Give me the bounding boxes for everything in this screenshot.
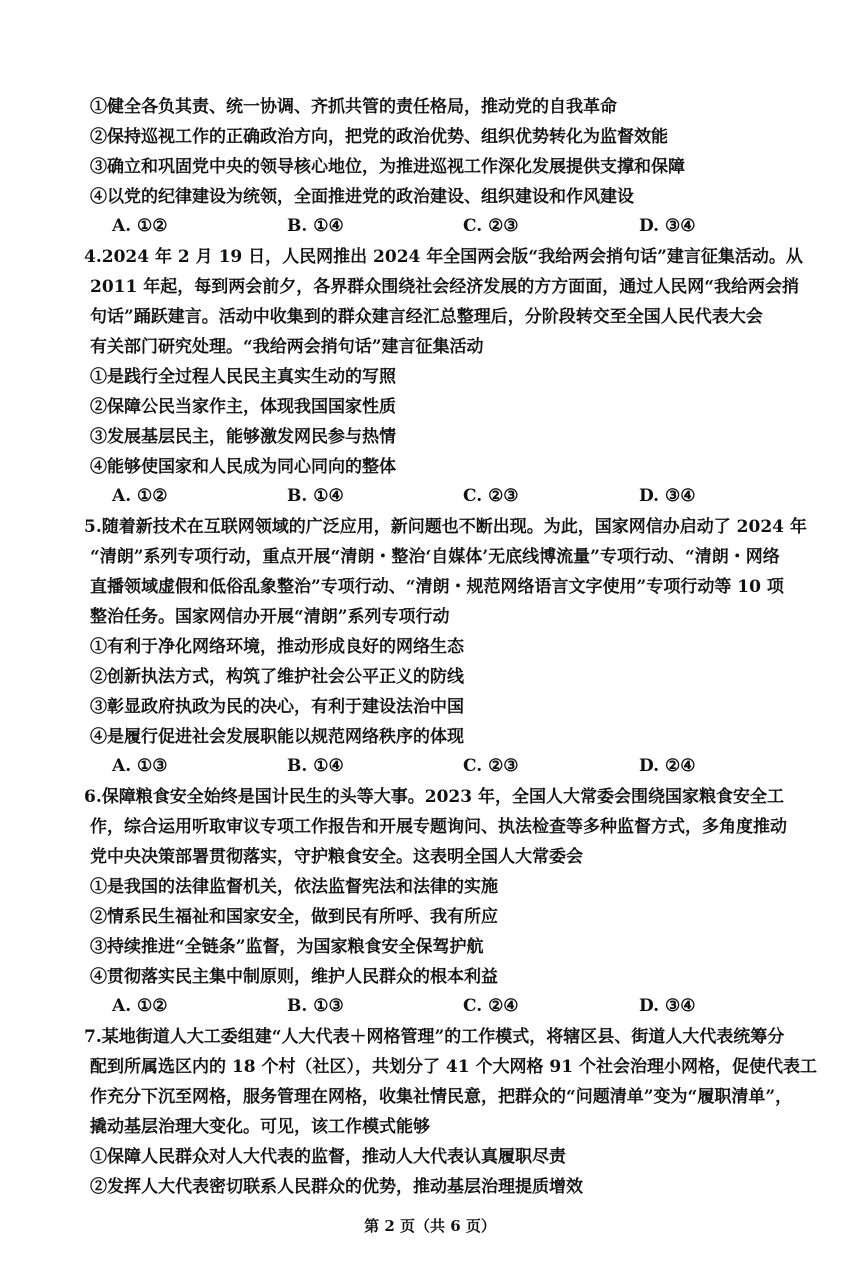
- q3-options: [0, 215, 860, 237]
- q7-item-1: ①保障人民群众对人大代表的监督，推动人大代表认真履职尽责: [90, 1147, 566, 1167]
- q5-options: [0, 755, 860, 777]
- q4-option-c: C. ②③: [463, 486, 519, 506]
- q4-stem-line-4: 有关部门研究处理。“我给两会捎句话”建言征集活动: [90, 337, 484, 357]
- q3-option-d: D. ③④: [639, 216, 696, 236]
- q4-item-3: ③发展基层民主，能够激发网民参与热情: [90, 427, 396, 447]
- q4-option-d: D. ③④: [639, 486, 696, 506]
- q7-item-2: ②发挥人大代表密切联系人民群众的优势，推动基层治理提质增效: [90, 1177, 583, 1197]
- q5-item-2: ②创新执法方式，构筑了维护社会公平正义的防线: [90, 667, 464, 687]
- q7-stem-line-3: 作充分下沉至网格，服务管理在网格，收集社情民意，把群众的“问题清单”变为“履职清单”，: [90, 1087, 793, 1107]
- q4-stem-line-3: 句话”踊跃建言。活动中收集到的群众建言经汇总整理后，分阶段转交至全国人民代表大会: [90, 307, 763, 327]
- q3-option-c: C. ②③: [463, 216, 519, 236]
- q7-stem-line-2: 配到所属选区内的 18 个村（社区），共划分了 41 个大网格 91 个社会治理小网格，促使代表工: [90, 1057, 817, 1077]
- q6-option-c: C. ②④: [463, 996, 519, 1016]
- q4-options: [0, 485, 860, 507]
- q3-item-1: ①健全各负其责、统一协调、齐抓共管的责任格局，推动党的自我革命: [90, 97, 617, 117]
- q3-option-a: A. ①②: [112, 216, 168, 236]
- q3-item-4: ④以党的纪律建设为统领，全面推进党的政治建设、组织建设和作风建设: [90, 187, 634, 207]
- q5-item-3: ③彰显政府执政为民的决心，有利于建设法治中国: [90, 697, 464, 717]
- q4-item-2: ②保障公民当家作主，体现我国国家性质: [90, 397, 396, 417]
- q6-item-1: ①是我国的法律监督机关，依法监督宪法和法律的实施: [90, 877, 498, 897]
- q5-item-1: ①有利于净化网络环境，推动形成良好的网络生态: [90, 637, 464, 657]
- q4-item-4: ④能够使国家和人民成为同心同向的整体: [90, 457, 396, 477]
- q6-item-4: ④贯彻落实民主集中制原则，维护人民群众的根本利益: [90, 967, 498, 987]
- q6-stem-line-3: 党中央决策部署贯彻落实，守护粮食安全。这表明全国人大常委会: [90, 847, 583, 867]
- q6-stem-line-1: 6.保障粮食安全始终是国计民生的头等大事。2023 年，全国人大常委会围绕国家粮食安全工: [84, 787, 784, 807]
- page-number-footer: 第 2 页（共 6 页）: [364, 1217, 496, 1235]
- q6-item-3: ③持续推进“全链条”监督，为国家粮食安全保驾护航: [90, 937, 484, 957]
- q4-item-1: ①是践行全过程人民民主真实生动的写照: [90, 367, 396, 387]
- q7-stem-line-1: 7.某地街道人大工委组建“人大代表＋网格管理”的工作模式，将辖区县、街道人大代表统筹分: [84, 1027, 785, 1047]
- q7-stem-line-4: 撬动基层治理大变化。可见，该工作模式能够: [90, 1117, 430, 1137]
- q5-item-4: ④是履行促进社会发展职能以规范网络秩序的体现: [90, 727, 464, 747]
- q6-option-a: A. ①②: [112, 996, 168, 1016]
- q4-option-b: B. ①④: [287, 486, 344, 506]
- q5-stem-line-3: 直播领域虚假和低俗乱象整治”专项行动、“清朗・规范网络语言文字使用”专项行动等 10 项: [90, 577, 784, 597]
- q6-item-2: ②情系民生福祉和国家安全，做到民有所呼、我有所应: [90, 907, 498, 927]
- q6-option-d: D. ③④: [639, 996, 696, 1016]
- q5-option-d: D. ②④: [639, 756, 696, 776]
- q3-item-2: ②保持巡视工作的正确政治方向，把党的政治优势、组织优势转化为监督效能: [90, 127, 668, 147]
- q6-options: [0, 995, 860, 1017]
- q5-option-b: B. ①④: [287, 756, 344, 776]
- q6-stem-line-2: 作，综合运用听取审议专项工作报告和开展专题询问、执法检查等多种监督方式，多角度推动: [90, 817, 787, 837]
- q5-option-a: A. ①③: [112, 756, 168, 776]
- q5-stem-line-4: 整治任务。国家网信办开展“清朗”系列专项行动: [90, 607, 450, 627]
- q3-item-3: ③确立和巩固党中央的领导核心地位，为推进巡视工作深化发展提供支撑和保障: [90, 157, 685, 177]
- q5-stem-line-1: 5.随着新技术在互联网领域的广泛应用，新问题也不断出现。为此，国家网信办启动了 2024 年: [84, 517, 807, 537]
- q3-option-b: B. ①④: [287, 216, 344, 236]
- q6-option-b: B. ①③: [287, 996, 344, 1016]
- q4-stem-line-2: 2011 年起，每到两会前夕，各界群众围绕社会经济发展的方方面面，通过人民网“我给两会捎: [90, 277, 800, 297]
- q4-option-a: A. ①②: [112, 486, 168, 506]
- q5-option-c: C. ②③: [463, 756, 519, 776]
- q4-stem-line-1: 4.2024 年 2 月 19 日，人民网推出 2024 年全国两会版“我给两会捎句话”建言征集活动。从: [84, 247, 803, 267]
- q5-stem-line-2: “清朗”系列专项行动，重点开展“清朗・整治‘自媒体’无底线博流量”专项行动、“清朗・网络: [90, 547, 780, 567]
